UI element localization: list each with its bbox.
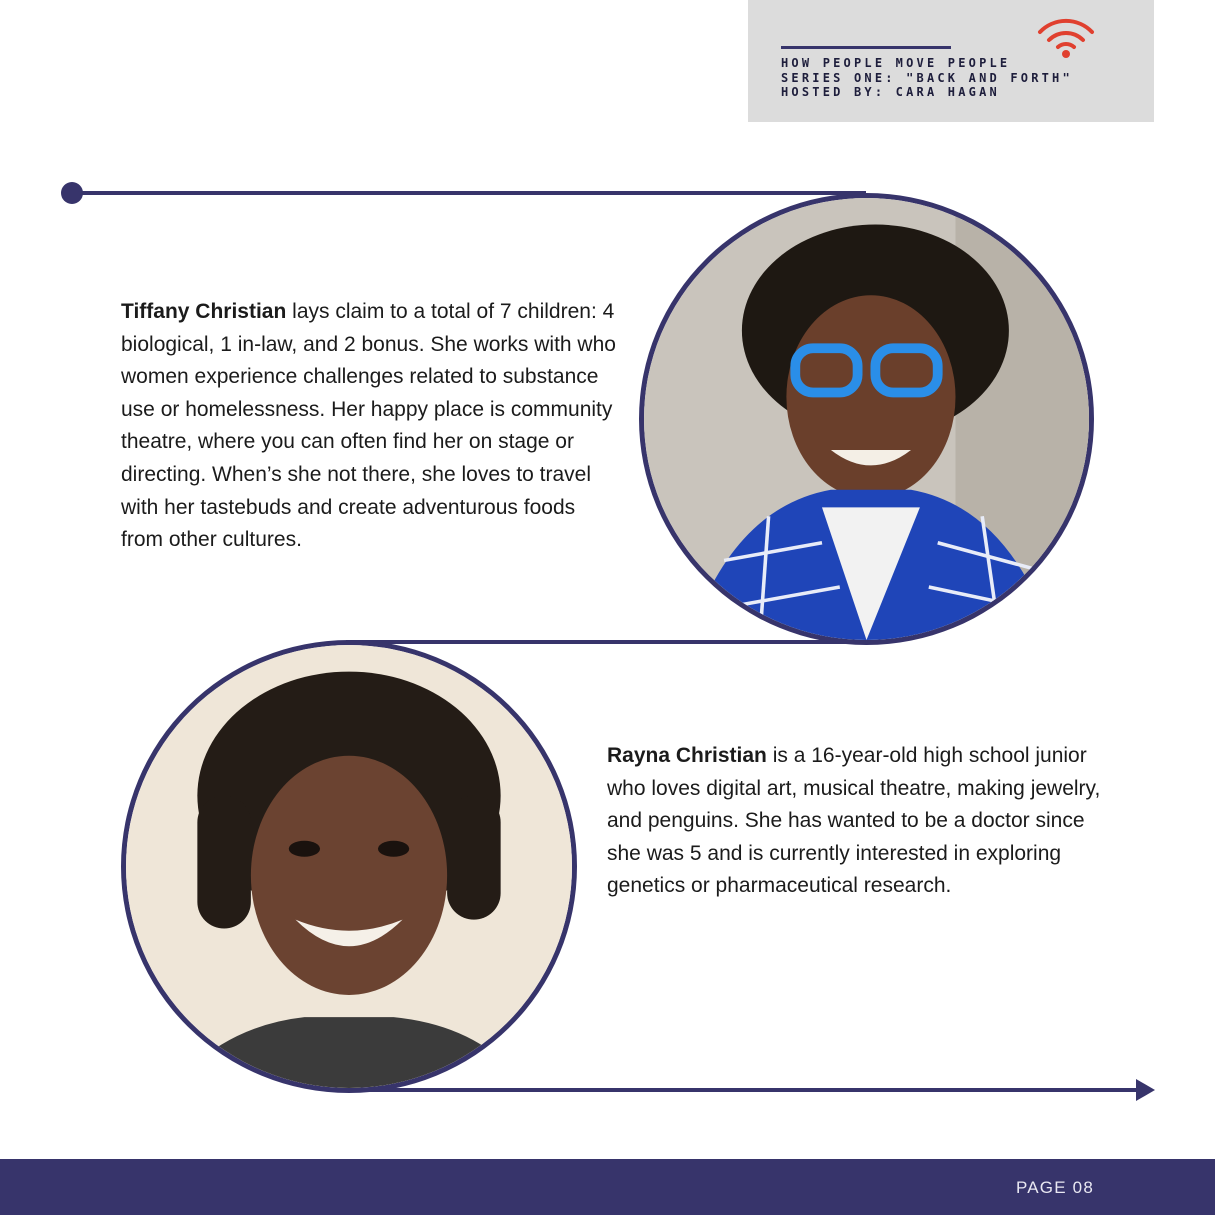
series-title-line-2: SERIES ONE: "BACK AND FORTH" — [781, 70, 1073, 85]
tiffany-bio — [121, 296, 621, 557]
rayna-name: Rayna Christian — [607, 744, 767, 767]
timeline-start-dot — [61, 182, 83, 204]
rayna-bio-text: is a 16-year-old high school junior who loves digital art, musical theatre, making jewelry, and penguins. She has wanted to be a doctor since she was 5 and is currently interested in exploring genetics or pharmaceutical research. — [607, 744, 1101, 898]
series-host: HOSTED BY: CARA HAGAN — [781, 85, 1000, 99]
page-footer — [0, 1159, 1215, 1215]
tiffany-portrait — [639, 193, 1094, 645]
page-number: PAGE 08 — [1015, 1178, 1094, 1197]
rayna-bio — [607, 740, 1107, 903]
tiffany-bio-text: lays claim to a total of 7 children: 4 biological, 1 in-law, and 2 bonus. She works with who women experience challenges related to substance use or homelessness. Her happy place is community theatre, where you can often find her on stage or directing. When’s she not there, she loves to travel with her tastebuds and create adventurous foods from other cultures. — [121, 300, 616, 552]
rayna-portrait — [121, 640, 577, 1093]
tiffany-name: Tiffany Christian — [121, 300, 287, 323]
series-title-line-1: HOW PEOPLE MOVE PEOPLE — [781, 56, 1011, 70]
timeline-arrowhead — [1136, 1079, 1155, 1101]
